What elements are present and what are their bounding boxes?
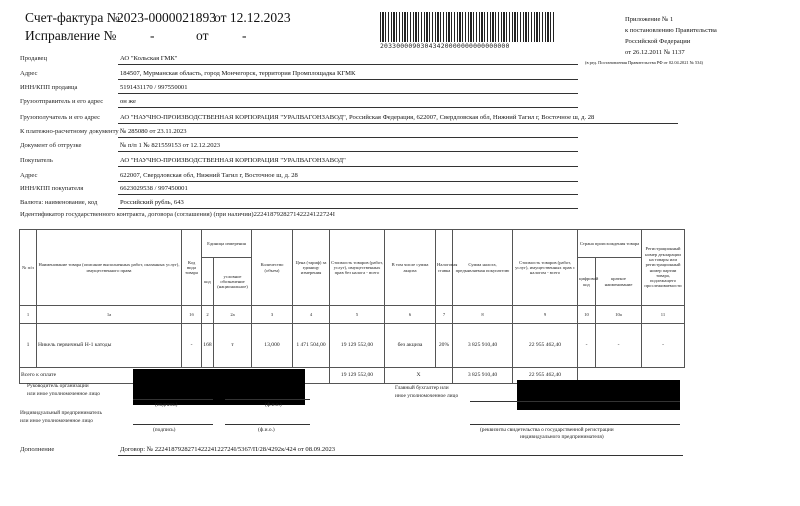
shipping-doc-value: № п/п 1 № 821559153 от 12.12.2023 <box>120 142 221 149</box>
requisites-line-2: индивидуального предпринимателя) <box>520 434 604 440</box>
appendix-line-3: Российской Федерации <box>625 38 691 45</box>
consignor-label: Грузоотправитель и его адрес <box>20 98 104 105</box>
row-tax-rate: 20% <box>436 324 453 368</box>
col-number: 5 <box>330 306 385 324</box>
col-number: 9 <box>513 306 578 324</box>
th-country-name: краткое наименование <box>596 258 642 306</box>
row-unit-name: т <box>214 324 252 368</box>
seller-address-value: 184507, Мурманская область, город Мончегорск, территория Промплощадка КГМК <box>120 70 356 77</box>
th-excise: В том числе сумма акциза <box>385 230 436 306</box>
table-row <box>20 324 685 368</box>
accountant-label-2: иное уполномоченное лицо <box>395 393 459 399</box>
th-qty: Количество (объем) <box>252 230 293 306</box>
row-country-code: - <box>578 324 596 368</box>
th-country: Страна происхождения товара <box>578 230 642 258</box>
th-unit-name: условное обозначение (национальное) <box>214 258 252 306</box>
currency-value: Российский рубль, 643 <box>120 199 184 206</box>
col-number: 2 <box>202 306 214 324</box>
row-cost-with-tax: 22 955 462,40 <box>513 324 578 368</box>
col-number: 10 <box>578 306 596 324</box>
th-no: № п/п <box>20 230 37 306</box>
appendix-note: (в ред. Постановления Правительства РФ от 02.04.2021 № 534) <box>585 60 704 65</box>
buyer-address-label: Адрес <box>20 172 38 179</box>
row-kind-code: - <box>182 324 202 368</box>
total-label: Всего к оплате <box>20 368 330 384</box>
th-price: Цена (тариф) за единицу измерения <box>293 230 330 306</box>
seller-inn-label: ИНН/КПП продавца <box>20 84 78 91</box>
fio-caption-2: (ф.и.о.) <box>258 427 275 433</box>
col-number: 11 <box>642 306 685 324</box>
col-number: 10а <box>596 306 642 324</box>
head-label-1: Руководитель организации <box>27 383 89 389</box>
entrepreneur-label-2: или иное уполномоченное лицо <box>20 418 93 424</box>
th-reg-no: Регистрационный номер декларации на товары или регистрационный номер партии товара, подлежащего прослеживаемости <box>642 230 685 306</box>
seller-inn-value: 5191431170 / 997550001 <box>120 84 188 91</box>
col-number: 1а <box>37 306 182 324</box>
total-cost-with-tax: 22 955 462,40 <box>513 368 578 384</box>
correction-date-label: от <box>196 28 209 43</box>
col-number: 8 <box>453 306 513 324</box>
buyer-address-value: 622007, Свердловская обл, Нижний Тагил г, Восточное ш, д. 28 <box>120 172 298 179</box>
row-name: Никель первичный Н-1 катоды <box>37 324 182 368</box>
invoice-label: Счет-фактура № <box>25 10 120 25</box>
entrepreneur-label-1: Индивидуальный предприниматель <box>20 410 102 416</box>
payment-doc-label: К платежно-расчетному документу <box>20 128 119 135</box>
buyer-value: АО "НАУЧНО-ПРОИЗВОДСТВЕННАЯ КОРПОРАЦИЯ "УРАЛВАГОНЗАВОД" <box>120 157 346 164</box>
requisites-line-1: (реквизиты свидетельства о государственной регистрации <box>480 427 614 433</box>
buyer-label: Покупатель <box>20 157 53 164</box>
buyer-inn-value: 6623029538 / 997450001 <box>120 185 188 192</box>
consignee-value: АО "НАУЧНО-ПРОИЗВОДСТВЕННАЯ КОРПОРАЦИЯ "УРАЛВАГОНЗАВОД", Российская Федерация, 622007, Свердловская обл, Нижний Тагил г, Восточное ш, д. 28 <box>120 114 595 121</box>
th-country-code: цифровой код <box>578 258 596 306</box>
row-reg-no: - <box>642 324 685 368</box>
col-number: 1б <box>182 306 202 324</box>
sign-caption: (подпись) <box>155 402 178 408</box>
th-tax-rate: Налоговая ставка <box>436 230 453 306</box>
row-qty: 13,000 <box>252 324 293 368</box>
head-label-2: или иное уполномоченное лицо <box>27 391 100 397</box>
appendix-line-1: Приложение № 1 <box>625 16 674 23</box>
th-cost-no-tax: Стоимость товаров (работ, услуг), имущественных прав без налога - всего <box>330 230 385 306</box>
col-number: 2а <box>214 306 252 324</box>
row-country-name: - <box>596 324 642 368</box>
accountant-label-1: Главный бухгалтер или <box>395 385 449 391</box>
th-kind-code: Код вида товара <box>182 230 202 306</box>
invoice-date: от 12.12.2023 <box>214 10 291 25</box>
sign-caption-2: (подпись) <box>153 427 176 433</box>
col-number: 6 <box>385 306 436 324</box>
seller-address-label: Адрес <box>20 70 38 77</box>
row-unit-code: 168 <box>202 324 214 368</box>
correction-label: Исправление № <box>25 28 117 43</box>
addition-label: Дополнение <box>20 446 55 453</box>
consignor-value: он же <box>120 98 136 105</box>
appendix-line-4: от 26.12.2011 № 1137 <box>625 49 685 56</box>
th-name: Наименование товара (описание выполненных работ, оказанных услуг), имущественного права <box>37 230 182 306</box>
payment-doc-value: № 285080 от 23.11.2023 <box>120 128 187 135</box>
total-cost-no-tax: 19 129 552,00 <box>330 368 385 384</box>
invoice-number: 2023-0000021893 <box>117 10 216 25</box>
row-tax-sum: 3 825 910,40 <box>453 324 513 368</box>
barcode-digits: 20330000903043420000000000000000 <box>380 42 510 50</box>
addition-value: Договор: № 222418792827142224122724I/5367/П/28/4292к/424 от 08.09.2023 <box>120 446 336 453</box>
col-number: 1 <box>20 306 37 324</box>
currency-label: Валюта: наименование, код <box>20 199 98 206</box>
goods-table <box>19 229 685 384</box>
column-numbers-row <box>20 306 685 324</box>
th-unit: Единица измерения <box>202 230 252 258</box>
seller-label: Продавец <box>20 55 47 62</box>
buyer-inn-label: ИНН/КПП покупателя <box>20 185 84 192</box>
row-cost-no-tax: 19 129 552,00 <box>330 324 385 368</box>
consignee-label: Грузополучатель и его адрес <box>20 114 101 121</box>
col-number: 4 <box>293 306 330 324</box>
th-tax-sum: Сумма налога, предъявляемая покупателю <box>453 230 513 306</box>
seller-value: АО "Кольская ГМК" <box>120 55 178 62</box>
correction-date: - <box>242 28 247 43</box>
fio-caption: (ф.и.о.) <box>265 402 282 408</box>
col-number: 3 <box>252 306 293 324</box>
th-unit-code: код <box>202 258 214 306</box>
barcode-image <box>380 12 555 42</box>
col-number: 7 <box>436 306 453 324</box>
row-price: 1 471 504,00 <box>293 324 330 368</box>
correction-number: - <box>150 28 155 43</box>
row-no: 1 <box>20 324 37 368</box>
row-excise: без акциза <box>385 324 436 368</box>
shipping-doc-label: Документ об отгрузке <box>20 142 82 149</box>
th-cost-with-tax: Стоимость товаров (работ, услуг), имущественных прав с налогом - всего <box>513 230 578 306</box>
total-excise: X <box>385 368 453 384</box>
total-tax-sum: 3 825 910,40 <box>453 368 513 384</box>
redacted-signature-accountant <box>517 380 680 410</box>
gov-contract: Идентификатор государственного контракта, договора (соглашения) (при наличии)222418792827142224122724I <box>20 211 335 218</box>
appendix-line-2: к постановлению Правительства <box>625 27 717 34</box>
